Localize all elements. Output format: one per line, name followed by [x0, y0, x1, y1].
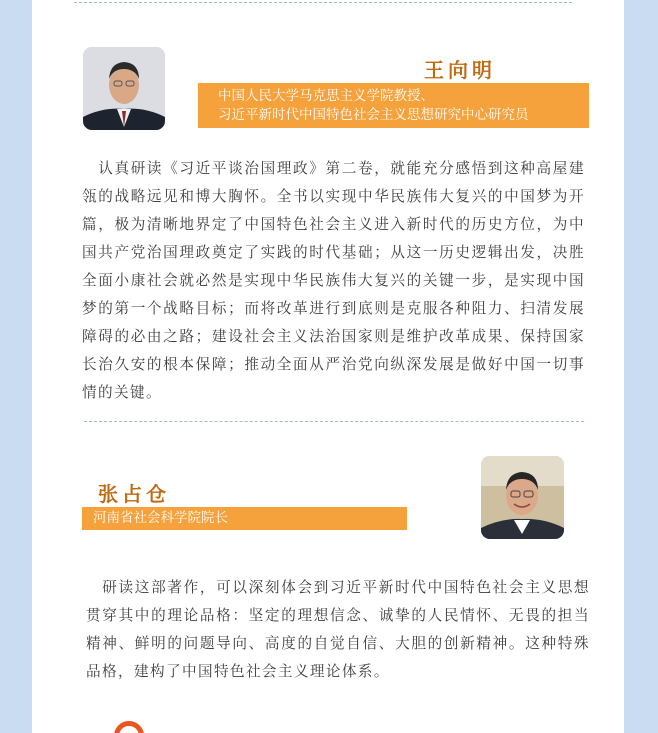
person-title-banner: 河南省社会科学院院长: [82, 507, 407, 530]
quote-paragraph: 研读这部著作，可以深刻体会到习近平新时代中国特色社会主义思想贯穿其中的理论品格：坚定的理想信念、诚挚的人民情怀、无畏的担当精神、鲜明的问题导向、高度的自觉自信、大胆的创新精神。这种特殊品格，建构了中国特色社会主义理论体系。: [86, 579, 590, 680]
divider: [74, 2, 572, 3]
section-number-badge: [114, 721, 144, 733]
portrait-photo: [83, 47, 165, 130]
divider: [84, 421, 584, 422]
title-line: 习近平新时代中国特色社会主义思想研究中心研究员: [218, 107, 529, 123]
article-panel: [32, 0, 624, 733]
quote-paragraph: 认真研读《习近平谈治国理政》第二卷，就能充分感悟到这种高屋建瓴的战略远见和博大胸怀。全书以实现中华民族伟大复兴的中国梦为开篇，极为清晰地界定了中国特色社会主义进入新时代的历史方位，为中国共产党治国理政奠定了实践的时代基础；从这一历史逻辑出发，决胜全面小康社会就必然是实现中华民族伟大复兴的关键一步，是实现中国梦的第一个战略目标；而将改革进行到底则是克服各种阻力、扫清发展障碍的必由之路；建设社会主义法治国家则是维护改革成果、保持国家长治久安的根本保障；推动全面从严治党向纵深发展是做好中国一切事情的关键。: [82, 160, 585, 401]
person-name: 张占仓: [98, 482, 170, 506]
person-name: 王向明: [424, 58, 496, 82]
title-line: 中国人民大学马克思主义学院教授、: [218, 88, 434, 104]
portrait-photo: [481, 456, 564, 539]
person-title-banner: [198, 83, 589, 128]
